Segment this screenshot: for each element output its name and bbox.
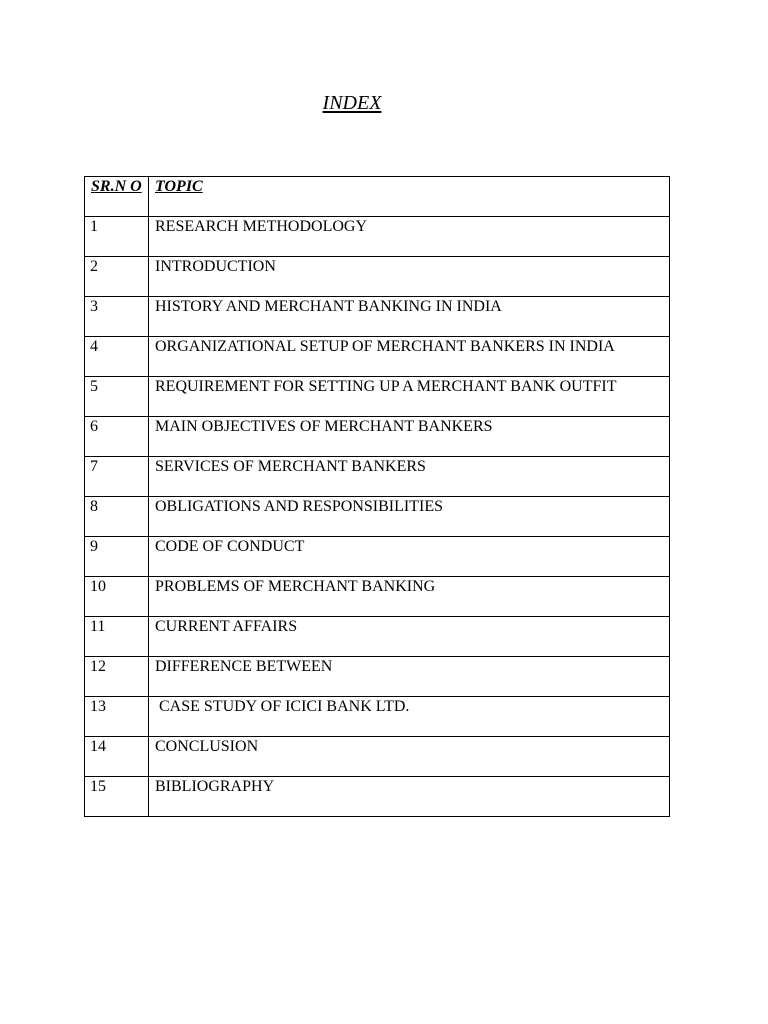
index-table [84, 176, 670, 817]
topic-cell: ORGANIZATIONAL SETUP OF MERCHANT BANKERS IN INDIA [149, 337, 670, 377]
topic-cell: HISTORY AND MERCHANT BANKING IN INDIA [149, 297, 670, 337]
header-topic: TOPIC [149, 177, 670, 217]
topic-cell: SERVICES OF MERCHANT BANKERS [149, 457, 670, 497]
table-row [85, 217, 670, 257]
table-row [85, 417, 670, 457]
topic-cell: DIFFERENCE BETWEEN [149, 657, 670, 697]
sr-number-cell: 5 [85, 377, 149, 417]
table-header-row [85, 177, 670, 217]
table-row [85, 497, 670, 537]
topic-cell: CURRENT AFFAIRS [149, 617, 670, 657]
table-row [85, 657, 670, 697]
sr-number-cell: 15 [85, 777, 149, 817]
sr-number-cell: 4 [85, 337, 149, 377]
sr-number-cell: 12 [85, 657, 149, 697]
table-row [85, 297, 670, 337]
table-row [85, 537, 670, 577]
topic-cell: MAIN OBJECTIVES OF MERCHANT BANKERS [149, 417, 670, 457]
sr-number-cell: 7 [85, 457, 149, 497]
topic-cell: INTRODUCTION [149, 257, 670, 297]
topic-cell: CASE STUDY OF ICICI BANK LTD. [149, 697, 670, 737]
table-row [85, 457, 670, 497]
page-title: INDEX [322, 92, 382, 114]
sr-number-cell: 9 [85, 537, 149, 577]
sr-number-cell: 1 [85, 217, 149, 257]
header-sr-no: SR.N O [85, 177, 149, 217]
sr-number-cell: 6 [85, 417, 149, 457]
table-row [85, 777, 670, 817]
topic-cell: REQUIREMENT FOR SETTING UP A MERCHANT BANK OUTFIT [149, 377, 670, 417]
sr-number-cell: 2 [85, 257, 149, 297]
sr-number-cell: 8 [85, 497, 149, 537]
table-row [85, 337, 670, 377]
topic-cell: CODE OF CONDUCT [149, 537, 670, 577]
topic-cell: OBLIGATIONS AND RESPONSIBILITIES [149, 497, 670, 537]
sr-number-cell: 13 [85, 697, 149, 737]
sr-number-cell: 11 [85, 617, 149, 657]
topic-cell: PROBLEMS OF MERCHANT BANKING [149, 577, 670, 617]
sr-number-cell: 10 [85, 577, 149, 617]
sr-number-cell: 3 [85, 297, 149, 337]
sr-number-cell: 14 [85, 737, 149, 777]
table-row [85, 697, 670, 737]
topic-cell: BIBLIOGRAPHY [149, 777, 670, 817]
table-row [85, 577, 670, 617]
table-row [85, 377, 670, 417]
table-row [85, 737, 670, 777]
table-row [85, 257, 670, 297]
topic-cell: RESEARCH METHODOLOGY [149, 217, 670, 257]
table-row [85, 617, 670, 657]
topic-cell: CONCLUSION [149, 737, 670, 777]
